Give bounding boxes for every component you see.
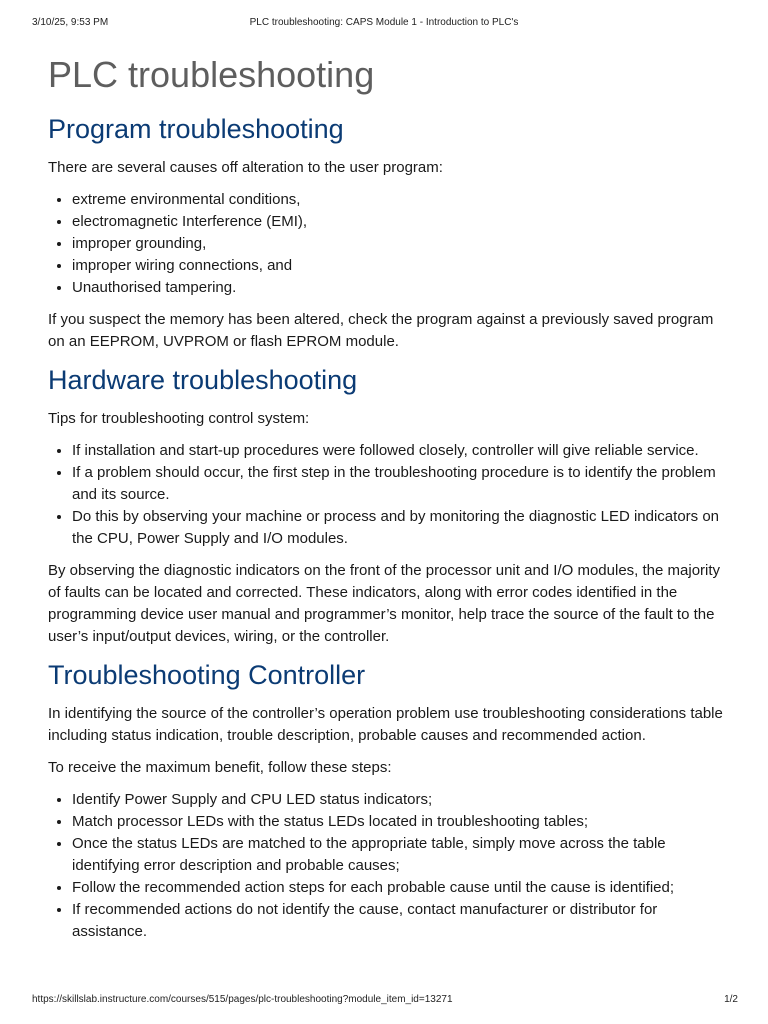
list-item: • extreme environmental conditions, (72, 189, 728, 211)
list-item: • Once the status LEDs are matched to the appropriate table, simply move across the table identifying error description and probable causes; (72, 833, 728, 877)
section-paragraph: If you suspect the memory has been altered, check the program against a previously saved program on an EEPROM, UVPROM or flash EPROM module. (48, 311, 714, 350)
section-intro: In identifying the source of the controller’s operation problem use troubleshooting considerations table including status indication, trouble description, probable causes and recommended action. (48, 705, 723, 744)
list-item: • Do this by observing your machine or process and by monitoring the diagnostic LED indicators on the CPU, Power Supply and I/O modules. (72, 506, 728, 550)
list-item: • Unauthorised tampering. (72, 277, 728, 299)
page-content (48, 52, 728, 953)
print-page-number: 1/2 (724, 994, 738, 1005)
section-intro: There are several causes off alteration to the user program: (48, 159, 443, 176)
bullet-list (48, 789, 728, 943)
list-item: • improper grounding, (72, 233, 728, 255)
bullet-list (48, 189, 728, 299)
list-item: • Follow the recommended action steps for each probable cause until the cause is identified; (72, 877, 728, 899)
list-item: • improper wiring connections, and (72, 255, 728, 277)
print-date: 3/10/25, 9:53 PM (32, 17, 109, 28)
bullet-list (48, 440, 728, 550)
list-item: • If a problem should occur, the first step in the troubleshooting procedure is to identify the problem and its source. (72, 462, 728, 506)
page-title: PLC troubleshooting (48, 54, 375, 95)
list-item: • Match processor LEDs with the status LEDs located in troubleshooting tables; (72, 811, 728, 833)
section-heading-controller: Troubleshooting Controller (48, 660, 366, 690)
list-item: • If installation and start-up procedures were followed closely, controller will give reliable service. (72, 440, 728, 462)
section-intro: Tips for troubleshooting control system: (48, 410, 310, 427)
list-item: • Identify Power Supply and CPU LED status indicators; (72, 789, 728, 811)
print-footer (32, 994, 738, 1008)
list-item: • If recommended actions do not identify the cause, contact manufacturer or distributor for assistance. (72, 899, 728, 943)
section-heading-hardware: Hardware troubleshooting (48, 365, 358, 395)
print-header (32, 17, 736, 31)
print-url: https://skillslab.instructure.com/courses/515/pages/plc-troubleshooting?module_item_id=13271 (32, 994, 453, 1005)
section-paragraph: By observing the diagnostic indicators on the front of the processor unit and I/O modules, the majority of faults can be located and corrected. These indicators, along with error codes identified in the programming device user manual and programmer’s monitor, help trace the source of the fault to the user’s input/output devices, wiring, or the controller. (48, 562, 721, 645)
section-heading-program: Program troubleshooting (48, 114, 344, 144)
section-intro-steps: To receive the maximum benefit, follow these steps: (48, 759, 392, 776)
print-document-title: PLC troubleshooting: CAPS Module 1 - Introduction to PLC's (249, 17, 519, 28)
list-item: • electromagnetic Interference (EMI), (72, 211, 728, 233)
